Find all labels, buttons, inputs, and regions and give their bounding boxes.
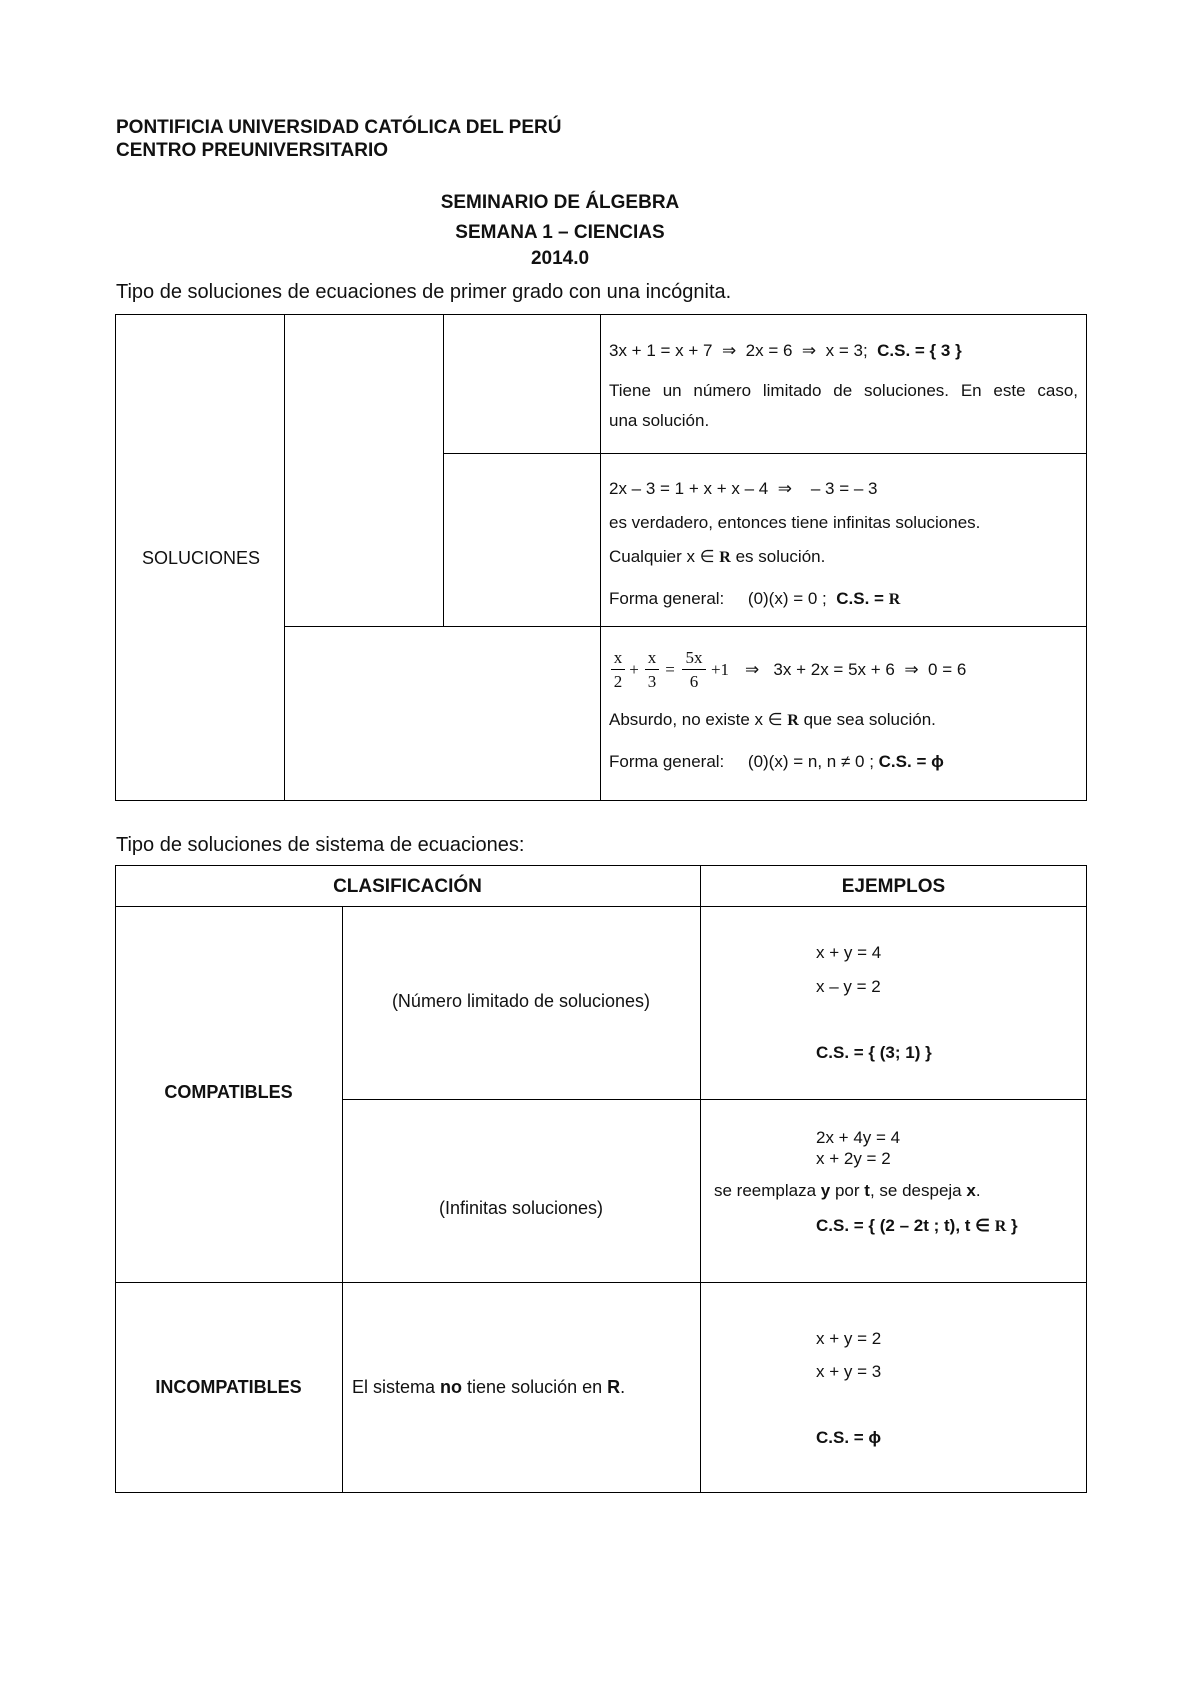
- limited-solutions-label: (Número limitado de soluciones): [391, 991, 651, 1011]
- real-numbers-symbol: R: [994, 1218, 1007, 1235]
- ex1-eq2: x – y = 2: [816, 977, 881, 996]
- section2-title: Tipo de soluciones de sistema de ecuaciones:: [116, 834, 525, 856]
- row2-any-x: Cualquier x ∈ R es solución.: [609, 547, 826, 566]
- row3-equation: ⇒ 3x + 2x = 5x + 6 ⇒ 0 = 6: [745, 660, 967, 679]
- real-numbers-symbol: R: [719, 549, 731, 566]
- header-classification: CLASIFICACIÓN: [333, 876, 482, 897]
- ex2-solution-set: C.S. = { (2 – 2t ; t), t ∈ R }: [816, 1216, 1018, 1235]
- row1-desc-line1: Tiene un número limitado de soluciones. En este caso,: [609, 381, 1078, 400]
- week-title: SEMANA 1 – CIENCIAS: [455, 222, 665, 243]
- ex3-eq2: x + y = 3: [816, 1362, 882, 1381]
- compatibles-label: COMPATIBLES: [164, 1082, 293, 1102]
- real-numbers-symbol: R: [787, 712, 799, 729]
- ex3-solution-set: C.S. = ϕ: [816, 1428, 882, 1447]
- ex2-note: se reemplaza y por t, se despeja x.: [714, 1181, 981, 1200]
- university-name: PONTIFICIA UNIVERSIDAD CATÓLICA DEL PERÚ: [116, 117, 562, 138]
- implies-icon: ⇒: [777, 479, 792, 498]
- row1-solution-set: C.S. = { 3 }: [877, 341, 962, 360]
- ex1-eq1: x + y = 4: [816, 943, 882, 962]
- year-title: 2014.0: [530, 248, 590, 269]
- ex3-eq1: x + y = 2: [816, 1329, 882, 1348]
- no-solution-text: El sistema no tiene solución en R.: [352, 1377, 626, 1397]
- row2-equation: 2x – 3 = 1 + x + x – 4 ⇒ – 3 = – 3: [609, 479, 878, 498]
- infinite-solutions-label: (Infinitas soluciones): [438, 1198, 604, 1218]
- section1-title: Tipo de soluciones de ecuaciones de primer grado con una incógnita.: [116, 281, 732, 303]
- row1-desc-line2: una solución.: [609, 411, 710, 430]
- row2-desc: es verdadero, entonces tiene infinitas soluciones.: [609, 513, 981, 532]
- solutions-label: SOLUCIONES: [142, 548, 261, 568]
- center-name: CENTRO PREUNIVERSITARIO: [116, 140, 389, 161]
- real-numbers-symbol: R: [888, 591, 901, 608]
- row3-general-form: Forma general: (0)(x) = n, n ≠ 0 ; C.S. = ϕ: [609, 752, 944, 771]
- implies-icon: ⇒: [745, 660, 760, 679]
- ex2-eq1: 2x + 4y = 4: [816, 1128, 901, 1147]
- implies-icon: ⇒: [904, 660, 919, 679]
- row2-general-form: Forma general: (0)(x) = 0 ; C.S. = R: [609, 589, 901, 608]
- systems-table: [115, 865, 1087, 1493]
- seminar-title: SEMINARIO DE ÁLGEBRA: [440, 192, 680, 213]
- implies-icon: ⇒: [801, 341, 817, 360]
- row3-absurd: Absurdo, no existe x ∈ R que sea solución.: [609, 710, 936, 729]
- header-examples: EJEMPLOS: [841, 876, 946, 897]
- ex1-solution-set: C.S. = { (3; 1) }: [816, 1043, 932, 1062]
- row1-equation: 3x + 1 = x + 7 ⇒ 2x = 6 ⇒ x = 3; C.S. = { 3 }: [609, 341, 962, 360]
- document-page: PONTIFICIA UNIVERSIDAD CATÓLICA DEL PERÚ CENTRO PREUNIVERSITARIO SEMINARIO DE ÁLGEBRA SEMANA 1 – CIENCIAS 2014.0 Tipo de soluciones de ecuaciones de primer grado con una incógnita. SOLUCIONES 3x + 1 = x + 7 ⇒ 2x = 6 ⇒ x = 3; C.S. = { 3 } Tiene un número limitado de soluciones. En este caso, una solución. 2x – 3 = 1 + x + x – 4 ⇒ – 3 = – 3 es verdadero, entonces tiene infinitas soluciones. Cualquier x ∈ R es solución. Forma general: (0)(x) = 0 ; C.S. = R x 2 + x 3 = 5x 6 +1 ⇒ 3x + 2x = 5x + 6 ⇒ 0 = 6 Absurdo, no existe x ∈ R que sea solución. Forma general: (0)(x) = n, n ≠ 0 ; C.S. = ϕ Tipo de soluciones de sistema de ecuaciones: CLASIFICACIÓN EJEMPLOS COMPATIBLES (Número limitado de soluciones) (Infinitas soluciones) INCOMPATIBLES El sistema no tiene solución en R. x + y = 4 x – y = 2 C.S. = { (3; 1) } 2x + 4y = 4 x + 2y = 2 se reemplaza y por t, se despeja x. C.S. = { (2 – 2t ; t), t ∈ R } x + y = 2 x + y = 3 C.S. = ϕ: [0, 0, 1200, 1698]
- implies-icon: ⇒: [721, 341, 737, 360]
- ex2-eq2: x + 2y = 2: [816, 1149, 891, 1168]
- incompatibles-label: INCOMPATIBLES: [155, 1377, 302, 1397]
